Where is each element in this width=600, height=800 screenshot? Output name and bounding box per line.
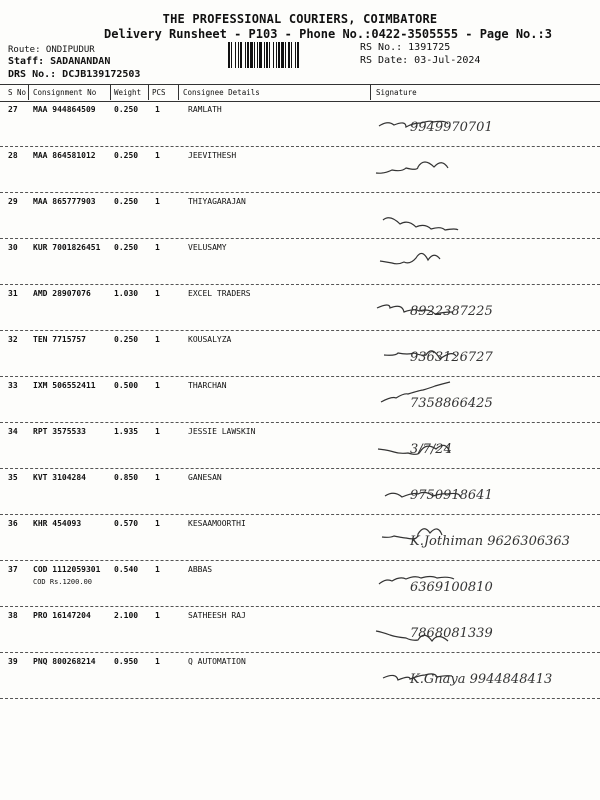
signature-scribble <box>370 239 600 283</box>
pcs-cell: 1 <box>155 427 160 436</box>
signature-text: K.Jothiman 9626306363 <box>410 534 570 549</box>
signature-scribble <box>370 147 600 191</box>
col-pcs: PCS <box>152 88 166 97</box>
table-row <box>0 147 600 193</box>
table-row <box>0 653 600 699</box>
sno-cell: 35 <box>8 473 18 482</box>
consignee-cell: SATHEESH RAJ <box>188 611 246 620</box>
column-header <box>0 84 600 102</box>
weight-cell: 0.250 <box>114 105 139 114</box>
col-weight: Weight <box>114 88 142 97</box>
signature-scribble <box>370 653 600 697</box>
consignment-cell: TEN 7715757 <box>33 335 86 344</box>
signature-text: 9949970701 <box>410 120 493 135</box>
runsheet-subtitle: Delivery Runsheet - P103 - Phone No.:0422-3505555 - Page No.:3 <box>104 27 552 41</box>
pcs-cell: 1 <box>155 473 160 482</box>
table-row <box>0 331 600 377</box>
signature-text: 8922387225 <box>410 304 493 319</box>
col-consignment: Consignment No <box>33 88 97 97</box>
consignment-cell: KVT 3104284 <box>33 473 86 482</box>
weight-cell: 0.250 <box>114 335 139 344</box>
pcs-cell: 1 <box>155 565 160 574</box>
col-sno: S No <box>8 88 27 97</box>
signature-scribble <box>370 561 600 605</box>
consignment-cell: MAA 944864509 <box>33 105 96 114</box>
table-row <box>0 469 600 515</box>
col-signature: Signature <box>376 88 417 97</box>
sno-cell: 39 <box>8 657 18 666</box>
sno-cell: 31 <box>8 289 18 298</box>
consignment-cell: RPT 3575533 <box>33 427 86 436</box>
consignment-cell: MAA 864581012 <box>33 151 96 160</box>
pcs-cell: 1 <box>155 381 160 390</box>
weight-cell: 0.500 <box>114 381 139 390</box>
consignee-cell: VELUSAMY <box>188 243 227 252</box>
sno-cell: 34 <box>8 427 18 436</box>
pcs-cell: 1 <box>155 151 160 160</box>
consignment-cell: AMD 28907076 <box>33 289 91 298</box>
consignment-cell: IXM 506552411 <box>33 381 96 390</box>
sno-cell: 30 <box>8 243 18 252</box>
consignment-cell: PNQ 800268214 <box>33 657 96 666</box>
weight-cell: 0.570 <box>114 519 139 528</box>
table-row <box>0 285 600 331</box>
table-row <box>0 101 600 147</box>
signature-scribble <box>370 469 600 513</box>
signature-scribble <box>370 285 600 329</box>
pcs-cell: 1 <box>155 335 160 344</box>
consignee-cell: KOUSALYZA <box>188 335 232 344</box>
rs-number: RS No.: 1391725 <box>360 42 451 53</box>
sno-cell: 32 <box>8 335 18 344</box>
sno-cell: 29 <box>8 197 18 206</box>
weight-cell: 0.850 <box>114 473 139 482</box>
consignee-cell: RAMLATH <box>188 105 222 114</box>
cod-amount: COD Rs.1200.00 <box>33 578 93 586</box>
table-row <box>0 377 600 423</box>
signature-text: 6369100810 <box>410 580 493 595</box>
consignment-cell: MAA 865777903 <box>33 197 96 206</box>
route-label: Route: ONDIPUDUR <box>8 45 95 55</box>
pcs-cell: 1 <box>155 611 160 620</box>
weight-cell: 0.540 <box>114 565 139 574</box>
signature-text: 9750918641 <box>410 488 493 503</box>
consignment-cell: KHR 454093 <box>33 519 82 528</box>
table-row <box>0 607 600 653</box>
sno-cell: 33 <box>8 381 18 390</box>
consignee-cell: JESSIE LAWSKIN <box>188 427 256 436</box>
consignee-cell: JEEVITHESH <box>188 151 237 160</box>
sno-cell: 37 <box>8 565 18 574</box>
consignee-cell: KESAAMOORTHI <box>188 519 246 528</box>
signature-text: 9363126727 <box>410 350 493 365</box>
barcode <box>228 42 354 68</box>
table-row <box>0 561 600 607</box>
consignee-cell: GANESAN <box>188 473 222 482</box>
pcs-cell: 1 <box>155 519 160 528</box>
col-consignee: Consignee Details <box>183 88 260 97</box>
weight-cell: 0.250 <box>114 197 139 206</box>
consignment-cell: COD 1112059301 <box>33 565 101 574</box>
weight-cell: 2.100 <box>114 611 139 620</box>
pcs-cell: 1 <box>155 657 160 666</box>
sno-cell: 38 <box>8 611 18 620</box>
sno-cell: 28 <box>8 151 18 160</box>
rs-date: RS Date: 03-Jul-2024 <box>360 55 481 66</box>
company-title: THE PROFESSIONAL COURIERS, COIMBATORE <box>162 12 438 26</box>
signature-text: 3/7/24 <box>410 442 452 457</box>
consignee-cell: Q AUTOMATION <box>188 657 246 666</box>
signature-scribble <box>370 377 600 421</box>
signature-scribble <box>370 331 600 375</box>
table-row <box>0 515 600 561</box>
pcs-cell: 1 <box>155 197 160 206</box>
pcs-cell: 1 <box>155 243 160 252</box>
weight-cell: 1.935 <box>114 427 139 436</box>
pcs-cell: 1 <box>155 289 160 298</box>
consignee-cell: THARCHAN <box>188 381 227 390</box>
consignee-cell: THIYAGARAJAN <box>188 197 246 206</box>
signature-text: 7358866425 <box>410 396 493 411</box>
signature-text: K.Gnaya 9944848413 <box>410 672 553 687</box>
consignee-cell: ABBAS <box>188 565 213 574</box>
sno-cell: 27 <box>8 105 18 114</box>
signature-scribble <box>370 607 600 651</box>
signature-text: 7868081339 <box>410 626 493 641</box>
weight-cell: 0.950 <box>114 657 139 666</box>
drs-label: DRS No.: DCJB139172503 <box>8 69 141 80</box>
weight-cell: 1.030 <box>114 289 139 298</box>
sno-cell: 36 <box>8 519 18 528</box>
consignment-cell: KUR 7001826451 <box>33 243 101 252</box>
signature-scribble <box>370 423 600 467</box>
table-row <box>0 193 600 239</box>
weight-cell: 0.250 <box>114 151 139 160</box>
table-row <box>0 423 600 469</box>
consignee-cell: EXCEL TRADERS <box>188 289 251 298</box>
consignment-cell: PRO 16147204 <box>33 611 91 620</box>
signature-scribble <box>370 101 600 145</box>
weight-cell: 0.250 <box>114 243 139 252</box>
table-row <box>0 239 600 285</box>
pcs-cell: 1 <box>155 105 160 114</box>
signature-scribble <box>370 515 600 559</box>
staff-label: Staff: SADANANDAN <box>8 56 111 67</box>
signature-scribble <box>370 193 600 237</box>
